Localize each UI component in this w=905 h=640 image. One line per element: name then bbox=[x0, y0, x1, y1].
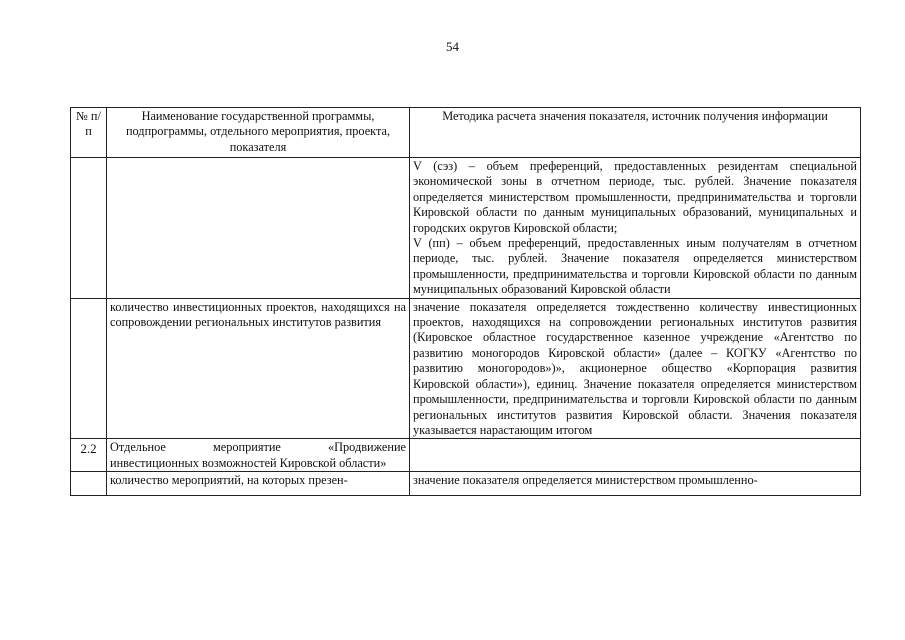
table-row bbox=[71, 298, 861, 439]
indicator-methodology-table bbox=[70, 107, 861, 496]
row-method: значение показателя определяется тождественно количеству инвестиционных проектов, находящихся на сопровождении региональных институтов развития (Кировское областное государственное казенное учреждение «Агентство по развитию моногородов Кировской области» (далее – КОГКУ «Агентство по развитию моногородов»)», акционерное общество «Корпорация развития Кировской области»), единиц. Значение показателя определяется министерством промышленности, предпринимательства и торговли Кировской области по данным региональных институтов развития Кировской области. Значения показателя указывается нарастающим итогом bbox=[410, 298, 861, 439]
row-name: Отдельное мероприятие «Продвижение инвестиционных возможностей Кировской области» bbox=[107, 439, 410, 472]
row-name bbox=[107, 158, 410, 299]
row-method: значение показателя определяется министерством промышленно- bbox=[410, 472, 861, 496]
method-paragraph-v-pp: V (пп) – объем преференций, предоставленных иным получателям в отчетном периоде, тыс. рублей. Значение показателя определяется министерством промышленности, предпринимательства и торговли Кировской области по данным муниципальных образований Кировской области bbox=[413, 236, 857, 297]
header-name: Наименование государственной программы, подпрограммы, отдельного мероприятия, проекта, показателя bbox=[107, 108, 410, 158]
header-number: № п/п bbox=[71, 108, 107, 158]
row-number: 2.2 bbox=[71, 439, 107, 472]
row-method bbox=[410, 158, 861, 299]
page-number: 54 bbox=[446, 39, 459, 54]
row-number bbox=[71, 472, 107, 496]
row-name: количество инвестиционных проектов, находящихся на сопровождении региональных институтов развития bbox=[107, 298, 410, 439]
table-header-row bbox=[71, 108, 861, 158]
row-method bbox=[410, 439, 861, 472]
header-method: Методика расчета значения показателя, источник получения информации bbox=[410, 108, 861, 158]
row-number bbox=[71, 298, 107, 439]
row-name: количество мероприятий, на которых презен- bbox=[107, 472, 410, 496]
table-row bbox=[71, 439, 861, 472]
method-paragraph-v-sez: V (сэз) – объем преференций, предоставленных резидентам специальной экономической зоны в отчетном периоде, тыс. рублей. Значение показателя определяется министерством промышленности, предпринимательства и торговли Кировской области по данным муниципальных образований, муниципальных и городских округов Кировской области; bbox=[413, 159, 857, 235]
table-row bbox=[71, 158, 861, 299]
row-number bbox=[71, 158, 107, 299]
table-row bbox=[71, 472, 861, 496]
